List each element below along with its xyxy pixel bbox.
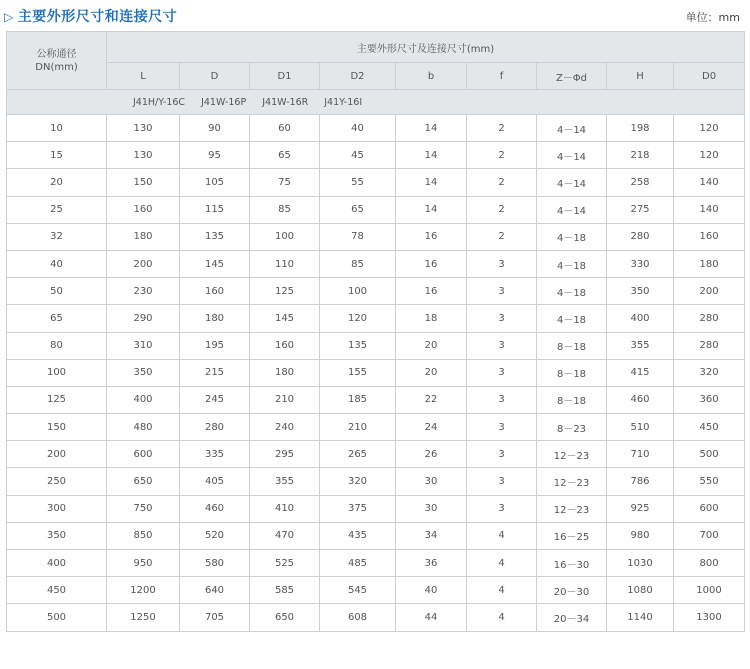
table-cell: 125: [250, 278, 320, 305]
table-cell: 360: [674, 386, 745, 413]
table-cell: 16: [396, 223, 467, 250]
table-cell: 14: [396, 142, 467, 169]
table-cell: 55: [320, 169, 396, 196]
table-cell: 295: [250, 441, 320, 468]
dn-header-line1: 公称通径: [36, 48, 77, 60]
table-row: [7, 142, 745, 169]
table-cell: 60: [250, 115, 320, 142]
table-cell: 120: [674, 142, 745, 169]
table-cell: 200: [674, 278, 745, 305]
table-row: [7, 250, 745, 277]
table-cell: 545: [320, 577, 396, 604]
table-row: [7, 359, 745, 386]
table-cell: 16－30: [537, 550, 607, 577]
table-cell: 485: [320, 550, 396, 577]
table-row: [7, 386, 745, 413]
table-cell: 3: [467, 414, 537, 441]
table-cell: 3: [467, 441, 537, 468]
table-cell: 750: [107, 495, 180, 522]
column-header: D0: [674, 63, 745, 90]
table-cell: 3: [467, 468, 537, 495]
table-cell: 20－34: [537, 604, 607, 631]
column-header: b: [396, 63, 467, 90]
table-cell: 2: [467, 115, 537, 142]
table-cell: 40: [396, 577, 467, 604]
table-cell: 1300: [674, 604, 745, 631]
unit-label: 单位：mm: [685, 11, 740, 24]
table-cell: 4－18: [537, 223, 607, 250]
table-cell: 160: [674, 223, 745, 250]
table-cell: 4: [467, 577, 537, 604]
table-cell: 520: [180, 522, 250, 549]
table-cell: 185: [320, 386, 396, 413]
dimension-table: [6, 31, 745, 632]
table-cell: 375: [320, 495, 396, 522]
table-cell: 4－14: [537, 196, 607, 223]
table-cell: 105: [180, 169, 250, 196]
table-cell: 405: [180, 468, 250, 495]
table-cell: 480: [107, 414, 180, 441]
table-cell: 2: [467, 142, 537, 169]
dn-cell: 15: [7, 142, 107, 169]
table-cell: 580: [180, 550, 250, 577]
table-cell: 8－18: [537, 386, 607, 413]
table-cell: 120: [320, 305, 396, 332]
table-cell: 12－23: [537, 495, 607, 522]
table-cell: 24: [396, 414, 467, 441]
table-cell: 160: [107, 196, 180, 223]
table-cell: 355: [250, 468, 320, 495]
table-cell: 12－23: [537, 468, 607, 495]
table-cell: 3: [467, 386, 537, 413]
table-cell: 1140: [607, 604, 674, 631]
model-row: [7, 90, 745, 115]
column-header: Z－Φd: [537, 63, 607, 90]
table-cell: 450: [674, 414, 745, 441]
table-cell: 160: [250, 332, 320, 359]
table-cell: 240: [250, 414, 320, 441]
table-cell: 1030: [607, 550, 674, 577]
table-cell: 230: [107, 278, 180, 305]
column-header: D2: [320, 63, 396, 90]
dn-cell: 500: [7, 604, 107, 631]
table-cell: 4－14: [537, 142, 607, 169]
table-cell: 40: [320, 115, 396, 142]
dn-cell: 80: [7, 332, 107, 359]
table-cell: 215: [180, 359, 250, 386]
table-cell: 320: [674, 359, 745, 386]
table-cell: 100: [250, 223, 320, 250]
table-row: [7, 495, 745, 522]
table-cell: 460: [180, 495, 250, 522]
table-cell: 800: [674, 550, 745, 577]
table-cell: 30: [396, 468, 467, 495]
table-cell: 400: [107, 386, 180, 413]
dn-cell: 450: [7, 577, 107, 604]
table-cell: 140: [674, 196, 745, 223]
table-cell: 2: [467, 169, 537, 196]
table-cell: 310: [107, 332, 180, 359]
table-cell: 280: [674, 305, 745, 332]
table-cell: 20－30: [537, 577, 607, 604]
table-cell: 75: [250, 169, 320, 196]
table-cell: 20: [396, 332, 467, 359]
table-cell: 198: [607, 115, 674, 142]
table-cell: 650: [250, 604, 320, 631]
table-cell: 16: [396, 250, 467, 277]
table-cell: 640: [180, 577, 250, 604]
table-cell: 650: [107, 468, 180, 495]
table-cell: 140: [674, 169, 745, 196]
table-cell: 14: [396, 115, 467, 142]
table-cell: 350: [607, 278, 674, 305]
table-cell: 26: [396, 441, 467, 468]
dn-cell: 250: [7, 468, 107, 495]
table-cell: 8－23: [537, 414, 607, 441]
table-row: [7, 550, 745, 577]
table-cell: 115: [180, 196, 250, 223]
table-row: [7, 115, 745, 142]
dn-cell: 400: [7, 550, 107, 577]
table-cell: 330: [607, 250, 674, 277]
dn-cell: 65: [7, 305, 107, 332]
table-cell: 4: [467, 604, 537, 631]
table-cell: 2: [467, 223, 537, 250]
table-cell: 1000: [674, 577, 745, 604]
table-cell: 22: [396, 386, 467, 413]
table-cell: 980: [607, 522, 674, 549]
table-cell: 14: [396, 169, 467, 196]
table-cell: 280: [607, 223, 674, 250]
table-cell: 16－25: [537, 522, 607, 549]
dn-cell: 10: [7, 115, 107, 142]
dn-cell: 200: [7, 441, 107, 468]
table-cell: 1080: [607, 577, 674, 604]
table-cell: 3: [467, 278, 537, 305]
model-label: J41W-16P: [201, 96, 247, 108]
dn-cell: 350: [7, 522, 107, 549]
table-row: [7, 223, 745, 250]
table-cell: 265: [320, 441, 396, 468]
dn-cell: 125: [7, 386, 107, 413]
table-cell: 710: [607, 441, 674, 468]
table-cell: 355: [607, 332, 674, 359]
table-row: [7, 522, 745, 549]
table-cell: 500: [674, 441, 745, 468]
table-cell: 8－18: [537, 359, 607, 386]
table-cell: 258: [607, 169, 674, 196]
table-cell: 1250: [107, 604, 180, 631]
table-cell: 350: [107, 359, 180, 386]
table-row: [7, 169, 745, 196]
table-cell: 145: [180, 250, 250, 277]
model-label: J41H/Y-16C: [133, 96, 186, 108]
dn-column-header: [7, 32, 107, 90]
group-header: 主要外形尺寸及连接尺寸(mm): [107, 32, 745, 63]
column-header: D: [180, 63, 250, 90]
model-label: J41W-16R: [262, 96, 309, 108]
dn-cell: 32: [7, 223, 107, 250]
table-cell: 120: [674, 115, 745, 142]
table-cell: 275: [607, 196, 674, 223]
table-cell: 218: [607, 142, 674, 169]
table-cell: 850: [107, 522, 180, 549]
table-cell: 525: [250, 550, 320, 577]
table-cell: 135: [180, 223, 250, 250]
table-cell: 130: [107, 115, 180, 142]
table-cell: 925: [607, 495, 674, 522]
table-cell: 200: [107, 250, 180, 277]
section-title-text: 主要外形尺寸和连接尺寸: [17, 9, 178, 25]
table-cell: 2: [467, 196, 537, 223]
table-cell: 700: [674, 522, 745, 549]
section-title: [4, 6, 177, 26]
table-cell: 550: [674, 468, 745, 495]
table-cell: 16: [396, 278, 467, 305]
table-cell: 3: [467, 495, 537, 522]
column-header: L: [107, 63, 180, 90]
dn-header-line2: DN(mm): [35, 61, 78, 73]
table-cell: 85: [250, 196, 320, 223]
table-cell: 44: [396, 604, 467, 631]
table-cell: 20: [396, 359, 467, 386]
table-cell: 335: [180, 441, 250, 468]
table-cell: 3: [467, 305, 537, 332]
table-cell: 280: [674, 332, 745, 359]
table-cell: 470: [250, 522, 320, 549]
table-cell: 435: [320, 522, 396, 549]
table-cell: 460: [607, 386, 674, 413]
table-cell: 180: [180, 305, 250, 332]
table-cell: 4－18: [537, 305, 607, 332]
table-cell: 90: [180, 115, 250, 142]
table-cell: 245: [180, 386, 250, 413]
table-cell: 3: [467, 250, 537, 277]
column-header: f: [467, 63, 537, 90]
table-cell: 180: [107, 223, 180, 250]
dn-cell: 25: [7, 196, 107, 223]
table-row: [7, 196, 745, 223]
table-cell: 130: [107, 142, 180, 169]
column-header: D1: [250, 63, 320, 90]
table-cell: 160: [180, 278, 250, 305]
table-row: [7, 414, 745, 441]
table-cell: 4－18: [537, 250, 607, 277]
table-cell: 3: [467, 332, 537, 359]
table-cell: 4－18: [537, 278, 607, 305]
table-cell: 135: [320, 332, 396, 359]
table-cell: 415: [607, 359, 674, 386]
table-cell: 600: [107, 441, 180, 468]
table-cell: 65: [320, 196, 396, 223]
table-cell: 600: [674, 495, 745, 522]
table-cell: 585: [250, 577, 320, 604]
table-cell: 400: [607, 305, 674, 332]
table-cell: 3: [467, 359, 537, 386]
dn-cell: 100: [7, 359, 107, 386]
table-cell: 34: [396, 522, 467, 549]
table-body: [7, 115, 745, 632]
table-cell: 145: [250, 305, 320, 332]
column-header: H: [607, 63, 674, 90]
table-cell: 950: [107, 550, 180, 577]
dn-cell: 50: [7, 278, 107, 305]
table-cell: 150: [107, 169, 180, 196]
table-cell: 320: [320, 468, 396, 495]
table-cell: 180: [674, 250, 745, 277]
table-row: [7, 305, 745, 332]
dn-cell: 150: [7, 414, 107, 441]
table-cell: 110: [250, 250, 320, 277]
table-cell: 4－14: [537, 169, 607, 196]
table-cell: 14: [396, 196, 467, 223]
table-cell: 36: [396, 550, 467, 577]
table-row: [7, 577, 745, 604]
table-cell: 155: [320, 359, 396, 386]
table-cell: 8－18: [537, 332, 607, 359]
table-cell: 180: [250, 359, 320, 386]
table-cell: 12－23: [537, 441, 607, 468]
table-row: [7, 332, 745, 359]
model-label: J41Y-16I: [324, 96, 363, 108]
table-cell: 4: [467, 522, 537, 549]
title-bar: [4, 6, 744, 28]
dn-cell: 300: [7, 495, 107, 522]
triangle-right-icon: ▷: [4, 10, 14, 24]
table-cell: 705: [180, 604, 250, 631]
table-row: [7, 468, 745, 495]
table-cell: 1200: [107, 577, 180, 604]
table-cell: 280: [180, 414, 250, 441]
table-cell: 45: [320, 142, 396, 169]
table-row: [7, 604, 745, 631]
table-cell: 510: [607, 414, 674, 441]
table-row: [7, 278, 745, 305]
table-cell: 18: [396, 305, 467, 332]
table-cell: 290: [107, 305, 180, 332]
table-cell: 4－14: [537, 115, 607, 142]
table-cell: 100: [320, 278, 396, 305]
table-cell: 608: [320, 604, 396, 631]
table-cell: 4: [467, 550, 537, 577]
table-cell: 786: [607, 468, 674, 495]
table-cell: 85: [320, 250, 396, 277]
table-cell: 210: [250, 386, 320, 413]
table-cell: 410: [250, 495, 320, 522]
dn-cell: 40: [7, 250, 107, 277]
table-cell: 95: [180, 142, 250, 169]
table-row: [7, 441, 745, 468]
table-cell: 195: [180, 332, 250, 359]
table-cell: 65: [250, 142, 320, 169]
table-cell: 78: [320, 223, 396, 250]
table-cell: 210: [320, 414, 396, 441]
table-cell: 30: [396, 495, 467, 522]
dn-cell: 20: [7, 169, 107, 196]
